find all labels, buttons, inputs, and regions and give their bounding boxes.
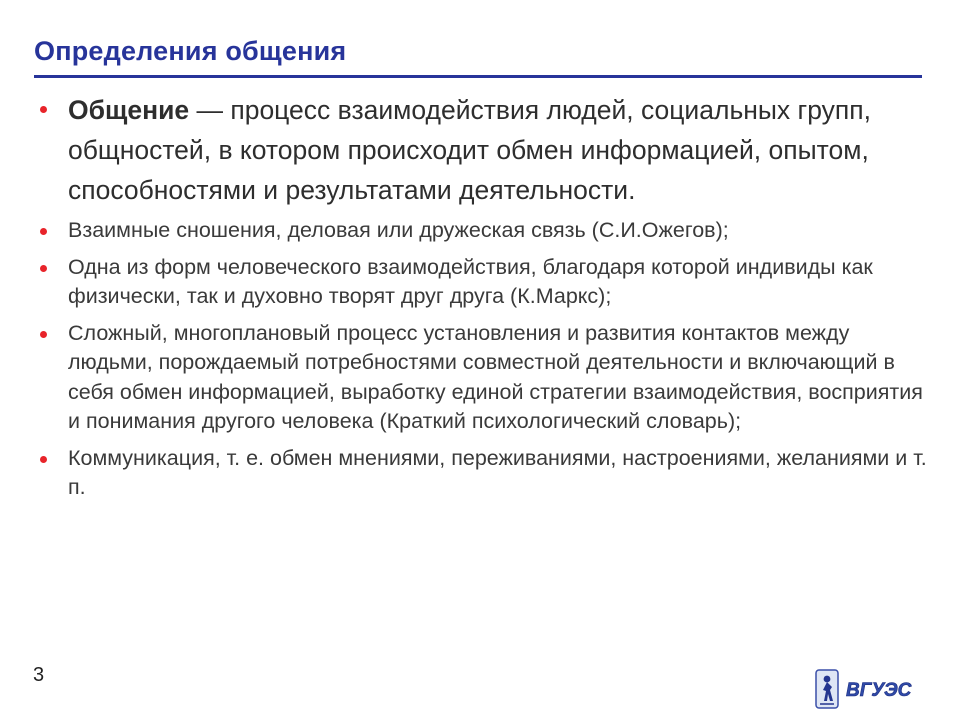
vguas-emblem-icon <box>814 668 924 710</box>
definitions-list <box>38 90 938 510</box>
list-item-text: Сложный, многоплановый процесс установления и развития контактов между людьми, порождаемый потребностями совместной деятельности и включающий в себя обмен информацией, выработку единой стратегии взаимодействия, восприятия и понимания другого человека (Краткий психологический словарь); <box>68 320 923 433</box>
bullet-dot-icon <box>40 228 47 235</box>
list-item-text: Одна из форм человеческого взаимодействия, благодаря которой индивиды как физически, так и духовно творят друг друга (К.Маркс); <box>68 254 873 308</box>
bullet-dot-icon <box>40 331 47 338</box>
title-divider <box>34 75 922 78</box>
bullet-dot-icon <box>40 456 47 463</box>
list-item <box>38 319 938 437</box>
lead-text: — процесс взаимодействия людей, социальных групп, общностей, в котором происходит обмен информацией, опытом, способностями и результатами деятельности. <box>68 95 871 205</box>
bullet-dot-icon <box>40 265 47 272</box>
list-item-text: Коммуникация, т. е. обмен мнениями, переживаниями, настроениями, желаниями и т. п. <box>68 445 927 499</box>
list-item <box>38 253 938 312</box>
logo-text: ВГУЭС <box>846 680 912 701</box>
list-item <box>38 444 938 503</box>
lead-term: Общение <box>68 95 190 125</box>
page-number: 3 <box>33 664 45 686</box>
bullet-dot-icon <box>40 106 47 113</box>
slide-title: Определения общения <box>34 36 347 66</box>
list-item-text: Взаимные сношения, деловая или дружеская связь (С.И.Ожегов); <box>68 218 729 242</box>
lead-definition <box>38 90 938 210</box>
list-item <box>38 216 938 246</box>
